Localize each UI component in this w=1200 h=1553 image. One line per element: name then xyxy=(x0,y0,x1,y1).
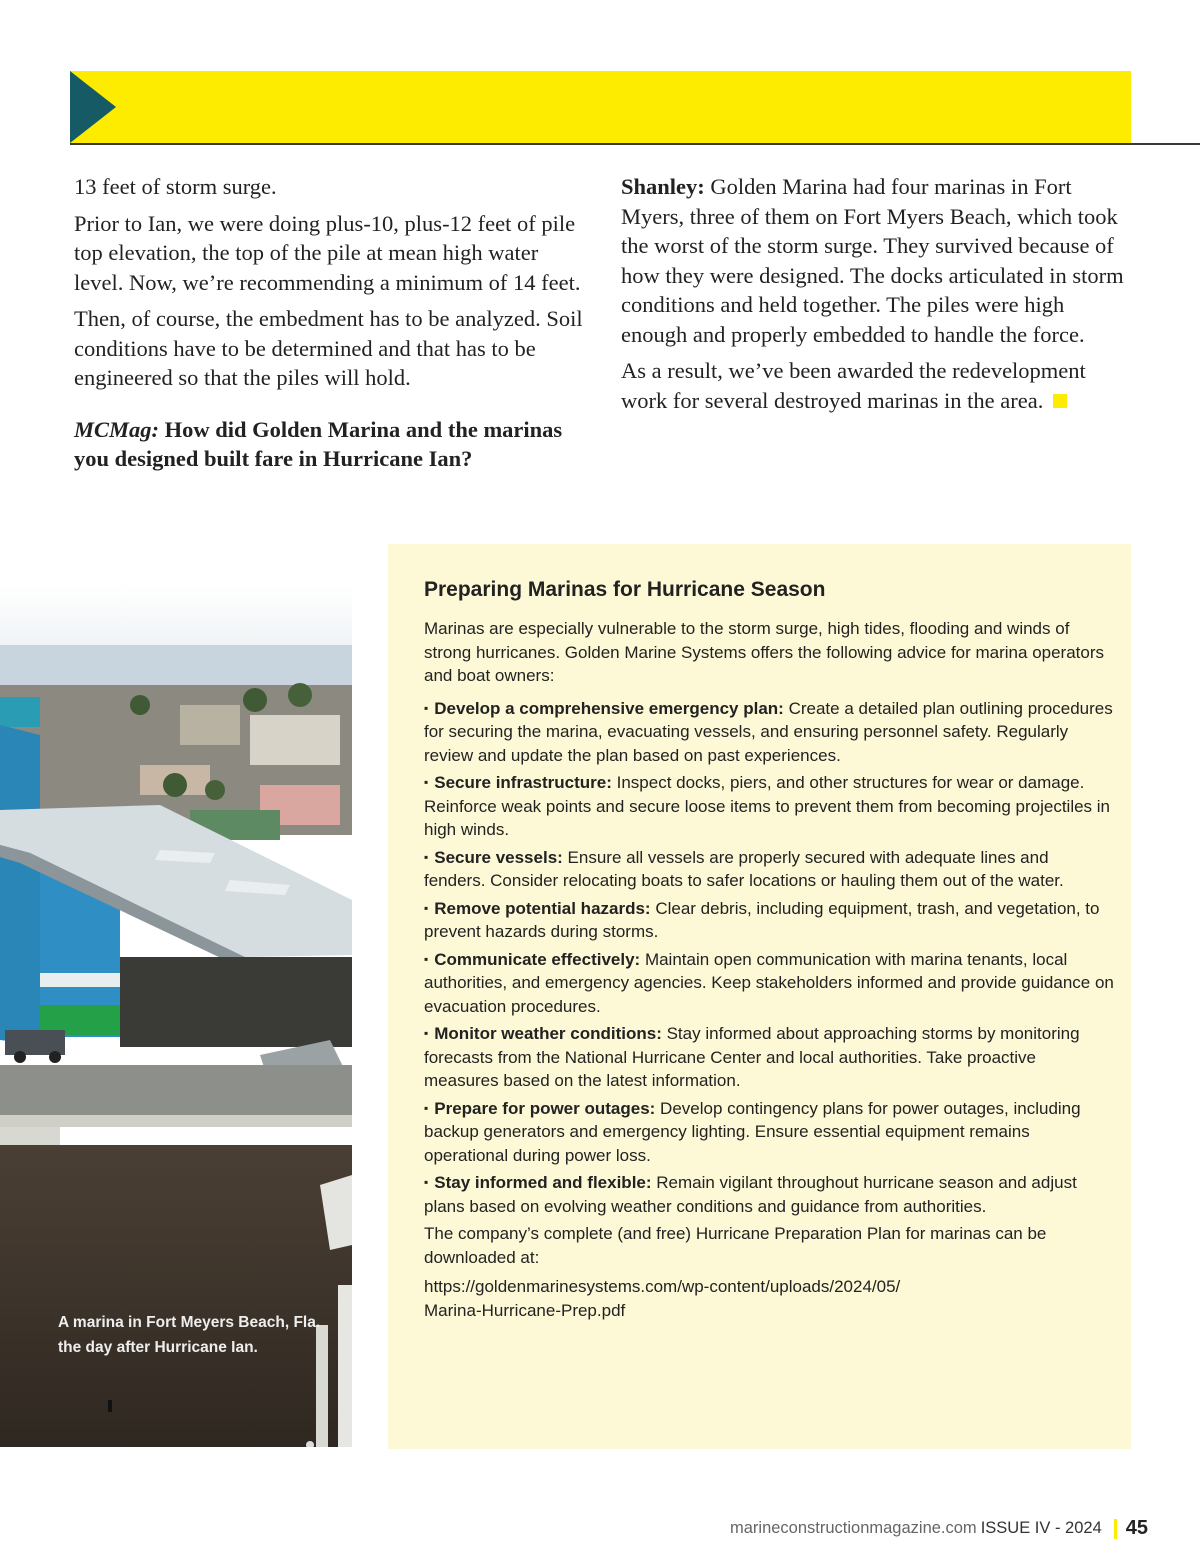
list-item xyxy=(424,771,1114,842)
bullet-icon: ▪ xyxy=(424,951,429,966)
interview-question xyxy=(74,415,584,474)
answer-text: Golden Marina had four marinas in Fort Myers, three of them on Fort Myers Beach, which took the worst of the storm surge. They survived because of how they were designed. The docks articulated in storm conditions and held together. The piles were high enough and properly embedded to handle the force. xyxy=(621,174,1124,347)
footer-site: marineconstructionmagazine.com xyxy=(729,1519,977,1537)
download-link-line1[interactable]: https://goldenmarinesystems.com/wp-content/uploads/2024/05/ xyxy=(424,1277,901,1296)
end-of-article-icon xyxy=(1053,394,1067,408)
bullet-icon: ▪ xyxy=(424,1100,429,1115)
header-rule xyxy=(70,143,1200,145)
answer-speaker: Shanley: xyxy=(621,174,705,199)
item-lead: Remove potential hazards: xyxy=(434,898,651,918)
page-number: 45 xyxy=(1125,1517,1148,1539)
bullet-icon: ▪ xyxy=(424,849,429,864)
header-banner xyxy=(70,71,1131,143)
bullet-icon: ▪ xyxy=(424,1175,429,1189)
left-column xyxy=(74,172,584,481)
list-item xyxy=(424,948,1114,1019)
list-item xyxy=(424,1097,1114,1168)
page-footer xyxy=(730,1517,1148,1540)
bullet-icon: ▪ xyxy=(424,900,429,915)
item-lead: Develop a comprehensive emergency plan: xyxy=(434,698,784,718)
item-lead: Communicate effectively: xyxy=(434,949,641,969)
item-text: Maintain open communication with marina tenants, local authorities, and emergency agencies. Keep stakeholders informed and provide guidance on evacuation procedures. xyxy=(424,949,1114,1016)
paragraph: Prior to Ian, we were doing plus-10, plus-12 feet of pile top elevation, the top of the pile at mean high water level. Now, we’re recommending a minimum of 14 feet. xyxy=(74,210,581,295)
photo-caption: A marina in Fort Meyers Beach, Fla. the day after Hurricane Ian. xyxy=(58,1314,321,1356)
list-item xyxy=(424,846,1114,893)
footer-issue: ISSUE IV - 2024 xyxy=(980,1519,1102,1537)
list-item xyxy=(424,897,1114,944)
item-text: Inspect docks, piers, and other structures for wear or damage. Reinforce weak points and secure loose items to prevent them from becoming projectiles in high winds. xyxy=(424,773,1111,839)
hurricane-prep-sidebar xyxy=(388,544,1131,1449)
closing-paragraph xyxy=(621,356,1133,415)
banner-arrow-icon xyxy=(70,71,116,143)
item-lead: Secure infrastructure: xyxy=(434,773,612,792)
list-item xyxy=(424,1171,1114,1218)
closing-text: As a result, we’ve been awarded the redevelopment work for several destroyed marinas in the area. xyxy=(621,358,1086,413)
download-link[interactable] xyxy=(424,1275,1114,1322)
item-text: Ensure all vessels are properly secured with adequate lines and fenders. Consider relocating boats to safer locations or hauling them out of the water. xyxy=(424,847,1064,890)
item-text: Clear debris, including equipment, trash, and vegetation, to prevent hazards during storms. xyxy=(424,898,1100,941)
answer-paragraph xyxy=(621,172,1133,349)
right-column xyxy=(621,172,1133,422)
item-text: Stay informed about approaching storms by monitoring forecasts from the National Hurricane Center and local authorities. Take proactive measures based on the latest information. xyxy=(424,1024,1080,1090)
paragraph: Then, of course, the embedment has to be analyzed. Soil conditions have to be determined and that has to be engineered so that the piles will hold. xyxy=(74,306,583,390)
footer-divider xyxy=(1114,1519,1117,1539)
sidebar-outro: The company’s complete (and free) Hurricane Preparation Plan for marinas can be downloaded at: xyxy=(424,1224,1047,1267)
item-text: Develop contingency plans for power outages, including backup generators and emergency lighting. Ensure essential equipment remains operational during power loss. xyxy=(424,1098,1081,1165)
bullet-icon: ▪ xyxy=(424,775,429,789)
sidebar-intro: Marinas are especially vulnerable to the storm surge, high tides, flooding and winds of strong hurricanes. Golden Marine Systems offers the following advice for marina operators and boat owners: xyxy=(424,619,1105,685)
list-item xyxy=(424,1022,1114,1093)
bullet-icon: ▪ xyxy=(424,1026,429,1040)
download-link-line2[interactable]: Marina-Hurricane-Prep.pdf xyxy=(424,1300,626,1320)
question-speaker: MCMag: xyxy=(74,416,160,442)
item-text: Create a detailed plan outlining procedures for securing the marina, evacuating vessels, and ensuring personnel safety. Regularly review and update the plan based on past experiences. xyxy=(424,698,1113,765)
paragraph: 13 feet of storm surge. xyxy=(74,174,277,199)
item-text: Remain vigilant throughout hurricane season and adjust plans based on evolving weather conditions and guidance from authorities. xyxy=(424,1173,1077,1216)
item-lead: Stay informed and flexible: xyxy=(434,1173,652,1192)
list-item xyxy=(424,697,1114,768)
sidebar-title: Preparing Marinas for Hurricane Season xyxy=(424,578,826,601)
item-lead: Monitor weather conditions: xyxy=(434,1024,662,1043)
item-lead: Prepare for power outages: xyxy=(434,1098,656,1118)
bullet-icon: ▪ xyxy=(424,700,429,715)
question-text: How did Golden Marina and the marinas you designed built fare in Hurricane Ian? xyxy=(74,416,563,471)
item-lead: Secure vessels: xyxy=(434,847,563,867)
